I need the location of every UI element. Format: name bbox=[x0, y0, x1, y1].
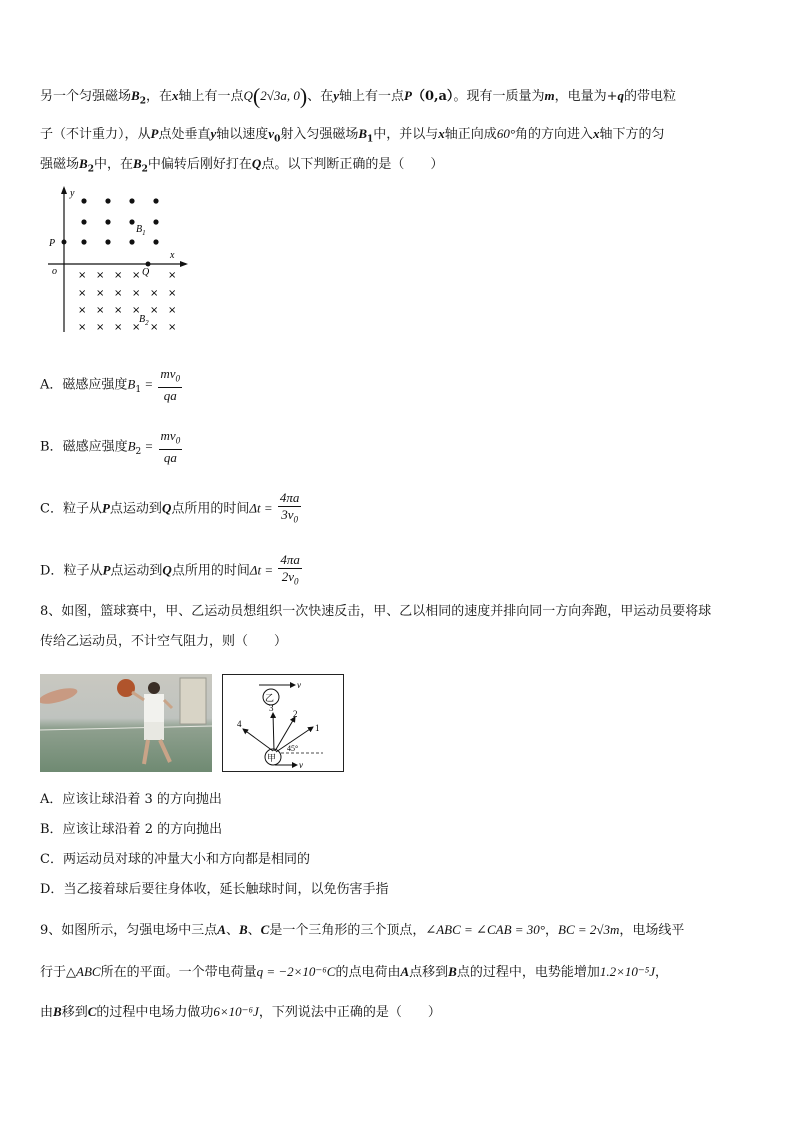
x-axis-label: x bbox=[170, 250, 175, 261]
field-cross: × bbox=[150, 322, 159, 333]
field-cross: × bbox=[78, 270, 87, 281]
jia-velocity-label: v bbox=[299, 760, 303, 770]
q7-option-c[interactable]: C．粒子从P点运动到Q点所用的时间Δt = $\frac{4\pi a}{3v_0}$ bbox=[40, 490, 300, 525]
direction-1-label: 1 bbox=[315, 723, 320, 733]
field-dot bbox=[81, 219, 86, 224]
field-cross: × bbox=[132, 305, 141, 316]
angle-label: 45° bbox=[287, 744, 299, 753]
point-Q-label: Q bbox=[142, 267, 150, 278]
field-dot bbox=[105, 198, 110, 203]
q8-option-a[interactable]: A．应该让球沿着 3 的方向抛出 bbox=[40, 792, 222, 807]
q8-option-b[interactable]: B．应该让球沿着 2 的方向抛出 bbox=[40, 822, 223, 837]
y-axis-arrow bbox=[61, 186, 67, 194]
field-cross: × bbox=[114, 288, 123, 299]
y-axis-label: y bbox=[70, 188, 75, 199]
field-dot bbox=[105, 239, 110, 244]
jia-label: 甲 bbox=[267, 753, 277, 763]
direction-3-label: 3 bbox=[269, 703, 274, 713]
field-B1-dots bbox=[81, 198, 158, 244]
field-cross: × bbox=[150, 288, 159, 299]
q7-option-d[interactable]: D．粒子从P点运动到Q点所用的时间Δt = $\frac{4\pi a}{2v_0}$ bbox=[40, 552, 300, 587]
field-cross: × bbox=[96, 322, 105, 333]
field-cross: × bbox=[78, 305, 87, 316]
q7-stem-line-1: 另一个匀强磁场$B_2$，在x轴上有一点Q(2√3a, 0)、在y轴上有一点P（0,a）。现有一质量为m，电量为+q的带电粒 bbox=[40, 83, 676, 109]
field-cross: × bbox=[168, 322, 177, 333]
q9-stem-line-2: 行于△ABC所在的平面。一个带电荷量q = −2×10⁻⁶C的点电荷由A点移到B点的过程中，电势能增加1.2×10⁻⁵J， bbox=[40, 964, 669, 980]
field-dot bbox=[153, 198, 158, 203]
q7-option-b[interactable]: B．磁感应强度$B_2$ = $\frac{mv_0}{qa}$ bbox=[40, 428, 181, 465]
field-cross: × bbox=[132, 270, 141, 281]
point-P-label: P bbox=[49, 238, 56, 249]
q7-stem-line-3: 强磁场$B_2$中，在$B_2$中偏转后刚好打在Q点。以下判断正确的是（ ） bbox=[40, 156, 444, 175]
yi-label: 乙 bbox=[265, 693, 275, 703]
q7-field-diagram bbox=[40, 184, 190, 334]
B2-label: $B_2$ bbox=[139, 314, 149, 327]
field-dot bbox=[129, 198, 134, 203]
point-P bbox=[62, 240, 67, 245]
direction-4-label: 4 bbox=[237, 719, 242, 729]
field-dot bbox=[129, 219, 134, 224]
x-axis-arrow bbox=[180, 261, 188, 267]
field-cross: × bbox=[168, 305, 177, 316]
q9-stem-line-1: 9、如图所示，匀强电场中三点A、B、C是一个三角形的三个顶点，∠ABC = ∠CAB = 30°，BC = 2√3m，电场线平 bbox=[40, 922, 685, 938]
origin-label: o bbox=[52, 266, 57, 277]
direction-2-label: 2 bbox=[293, 709, 298, 719]
field-cross: × bbox=[114, 305, 123, 316]
field-dot bbox=[153, 219, 158, 224]
field-cross: × bbox=[168, 288, 177, 299]
field-cross: × bbox=[114, 322, 123, 333]
field-dot bbox=[105, 219, 110, 224]
field-cross: × bbox=[78, 288, 87, 299]
field-B2-crosses bbox=[78, 270, 176, 333]
q8-option-d[interactable]: D．当乙接着球后要往身体收，延长触球时间，以免伤害手指 bbox=[40, 882, 389, 897]
q7-stem-line-2: 子（不计重力），从P点处垂直y轴以速度$v_0$射入匀强磁场$B_1$中，并以与x轴正向成60°角的方向进入x轴下方的匀 bbox=[40, 126, 665, 145]
field-cross: × bbox=[96, 270, 105, 281]
direction-4-arrow bbox=[243, 729, 273, 751]
q8-direction-diagram bbox=[222, 674, 344, 772]
field-cross: × bbox=[150, 305, 159, 316]
field-cross: × bbox=[132, 288, 141, 299]
field-cross: × bbox=[114, 270, 123, 281]
field-dot bbox=[153, 239, 158, 244]
q8-stem-line-2: 传给乙运动员，不计空气阻力，则（ ） bbox=[40, 634, 288, 649]
point-Q bbox=[146, 262, 151, 267]
yi-velocity-label: v bbox=[297, 680, 301, 690]
field-dot bbox=[81, 239, 86, 244]
field-cross: × bbox=[132, 322, 141, 333]
field-cross: × bbox=[78, 322, 87, 333]
q9-stem-line-3: 由B移到C的过程中电场力做功6×10⁻⁶J，下列说法中正确的是（ ） bbox=[40, 1004, 441, 1020]
B1-label: $B_1$ bbox=[136, 224, 146, 237]
field-dot bbox=[81, 198, 86, 203]
field-dot bbox=[129, 239, 134, 244]
q8-option-c[interactable]: C．两运动员对球的冲量大小和方向都是相同的 bbox=[40, 852, 310, 867]
direction-3-arrow bbox=[273, 713, 274, 751]
field-cross: × bbox=[168, 270, 177, 281]
q7-option-a[interactable]: A．磁感应强度$B_1$ = $\frac{mv_0}{qa}$ bbox=[40, 366, 181, 403]
basketball-photo bbox=[40, 674, 212, 772]
q8-stem-line-1: 8、如图，篮球赛中，甲、乙运动员想组织一次快速反击，甲、乙以相同的速度并排向同一方向奔跑，甲运动员要将球 bbox=[40, 604, 712, 619]
field-cross: × bbox=[96, 305, 105, 316]
field-cross: × bbox=[96, 288, 105, 299]
